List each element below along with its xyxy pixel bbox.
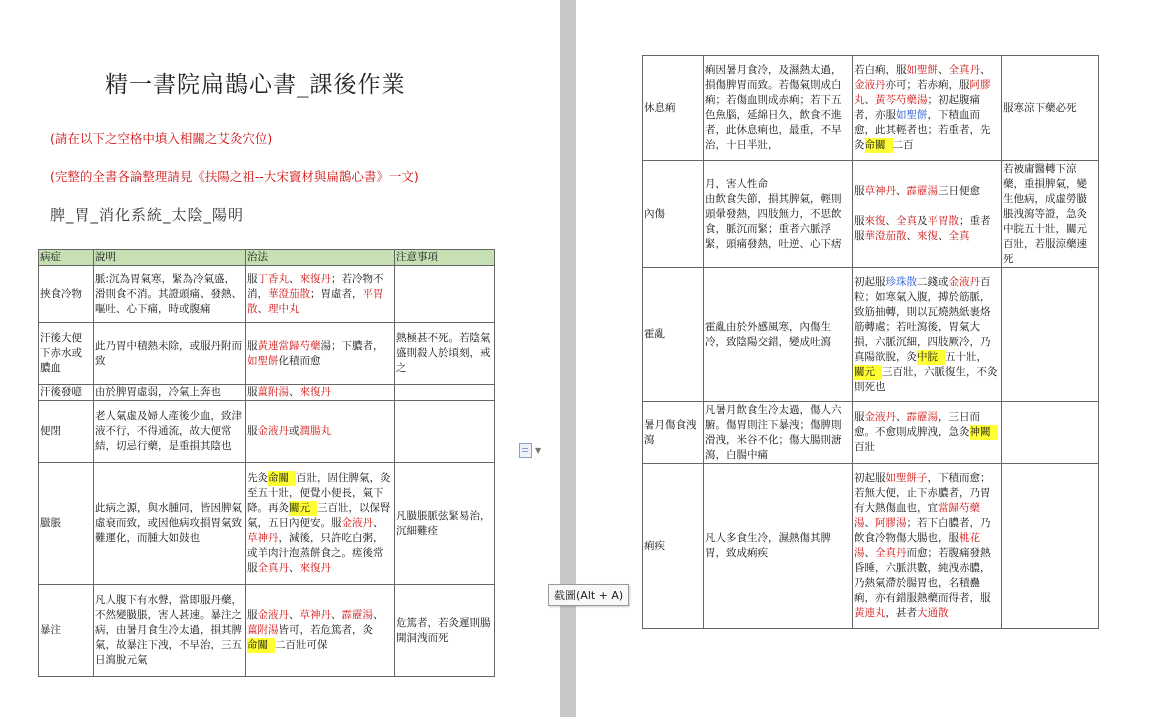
treatment-text: 三百壯，以保腎氣，五日內便安。服 (247, 502, 391, 529)
treatment-cell (853, 56, 1002, 161)
symptom-description: 月，害人性命 由飲食失節，損其脾氣，輕則頭暈發熱，四肢無力，不思飲食，脈沉而緊；重者六脈浮緊，頭痛發熱，吐逆、心下痞 (704, 161, 853, 268)
treatment-text: 、 (864, 547, 875, 559)
remedy-name: 金液丹 (257, 425, 289, 437)
treatment-cell (853, 161, 1002, 268)
remedy-name: 理中丸 (268, 302, 300, 315)
notes-cell: 服寒涼下藥必死 (1002, 56, 1099, 161)
symptom-description: 由於脾胃虛弱，冷氣上奔也 (94, 385, 246, 401)
table-row (39, 266, 495, 323)
symptom-name: 汗後發噫 (39, 385, 94, 401)
remedy-name: 金液丹 (948, 275, 980, 288)
symptom-description: 凡人多食生冷，濕熱傷其脾胃，致成痢疾 (704, 464, 853, 629)
document-icon[interactable] (519, 443, 532, 458)
remedy-name: 草神丹 (247, 532, 279, 544)
remedy-name: 大通散 (917, 607, 949, 619)
treatment-text: ，三日而愈。不愈則成脾洩，急灸 (854, 411, 980, 438)
acupoint-blank[interactable]: 關元 (854, 365, 882, 380)
remedy-name: 來復 (917, 230, 938, 242)
treatment-cell (246, 401, 395, 463)
treatment-text: 百壯 (854, 441, 875, 453)
treatment-text: 、 (896, 411, 907, 423)
remedy-name: 如聖餅 (247, 354, 279, 367)
remedy-name: 全真 (948, 230, 970, 242)
treatment-text: 服 (247, 339, 258, 352)
treatment-cell (246, 463, 395, 585)
notes-cell (1002, 464, 1099, 629)
treatment-text: 二錢或 (917, 275, 949, 288)
instruction-note: (請在以下之空格中填入相關之艾灸穴位) (50, 131, 273, 146)
table-row (643, 268, 1099, 402)
section-heading: 脾_胃_消化系統_太陰_陽明 (50, 206, 245, 224)
treatment-text: 二百壯可保 (275, 639, 328, 651)
treatment-text: 百壯，固住脾氣，灸至五十壯，便覺小便長，氣下降。再灸 (247, 472, 391, 514)
notes-cell: 若被庸醫轉下涼藥，重損脾氣，變生他病，成虛勞臌脹洩瀉等證，急灸中脘五十壯，關元百壯，若服涼藥速死 (1002, 161, 1099, 268)
table-row (643, 402, 1099, 464)
treatment-text: 先灸 (247, 472, 268, 484)
notes-cell: 危篤者，若灸遲則腸開洞洩而死 (395, 585, 495, 677)
remedy-name: 丁香丸 (257, 272, 289, 285)
notes-cell (395, 401, 495, 463)
table-row (39, 385, 495, 401)
treatment-text: 、 (896, 185, 907, 197)
treatment-cell (246, 266, 395, 323)
remedy-name: 黃連丸 (854, 607, 886, 619)
remedy-name: 珍珠散 (885, 275, 917, 288)
symptom-description: 此病之源，與水腫同，皆因脾氣虛衰而致，或因他病攻損胃氣致難運化，而腫大如鼓也 (94, 463, 246, 585)
treatment-text: 服 (247, 425, 258, 437)
notes-cell: 熱極甚不死。若陰氣盛則殺人於頃刻，戒之 (395, 323, 495, 385)
treatment-text: ；初起腹痛者，亦服 (854, 94, 980, 121)
treatment-text: ，減後，只許吃白粥，或羊肉汁泡蒸餅食之。瘥後常服 (247, 532, 384, 574)
treatment-cell (246, 323, 395, 385)
treatment-text: 初起服 (854, 472, 886, 484)
table-row (39, 401, 495, 463)
treatment-text: 、 (373, 609, 384, 621)
symptom-description: 此乃胃中積熱未除，或服丹附而致 (94, 323, 246, 385)
symptom-name: 便閉 (39, 401, 94, 463)
treatment-cell (246, 585, 395, 677)
table-row (643, 161, 1099, 268)
acupoint-blank[interactable]: 中脘 (917, 350, 945, 365)
treatment-text: 初起服 (854, 275, 886, 288)
treatment-text: 、 (885, 215, 896, 227)
remedy-name: 如聖餅子 (885, 472, 928, 484)
remedy-name: 全真 (896, 215, 917, 227)
treatment-text: 及 (917, 215, 928, 227)
treatment-text: 、 (289, 609, 300, 621)
remedy-name: 平胃散 (247, 287, 384, 315)
remedy-name: 黃連當歸芍藥 (257, 339, 321, 352)
treatment-text: 、 (938, 64, 949, 76)
header-treatment: 治法 (246, 250, 395, 266)
treatment-text: 或 (289, 425, 300, 437)
treatment-text: 服 (854, 411, 865, 423)
symptom-description: 凡人腹下有水聲，當即服丹藥，不然變臌脹，害人甚速。暴注之病，由暑月食生冷太過，損其脾氣，故暴注下洩，不早治，三五日瀉脫元氣 (94, 585, 246, 677)
treatment-text: ；若冷物不消， (247, 272, 384, 300)
remedy-name: 全真丹 (257, 562, 289, 574)
screenshot-tooltip: 截圖(Alt + A) (548, 584, 629, 606)
symptom-name: 霍亂 (643, 268, 704, 402)
treatment-text: 湯；下膿者， (320, 339, 384, 352)
notes-cell (395, 385, 495, 401)
document-page-left (0, 0, 560, 717)
treatment-text: 、 (289, 562, 300, 574)
acupoint-blank[interactable]: 命關 (268, 471, 296, 486)
treatment-text: 、 (373, 517, 384, 529)
remedy-name: 草神丹 (299, 609, 331, 621)
remedy-name: 華澄茄散 (864, 230, 907, 242)
acupoint-blank[interactable]: 命關 (865, 138, 893, 153)
notes-cell (395, 266, 495, 323)
remedy-name: 薑附湯 (247, 624, 279, 636)
treatment-cell (853, 402, 1002, 464)
header-description: 說明 (94, 250, 246, 266)
remedy-name: 金液丹 (854, 79, 886, 91)
treatment-text: 、 (980, 64, 991, 76)
treatment-text: ，下積血而愈，此其輕者也；若重者，先灸 (854, 109, 991, 151)
remedy-name: 來復丹 (299, 272, 331, 285)
treatment-text: 三百壯，六脈復生，不灸則死也 (854, 365, 998, 393)
remedy-name: 霹靂湯 (906, 185, 938, 197)
table-row (643, 56, 1099, 161)
document-title: 精一書院扁鵲心書_課後作業 (105, 72, 406, 98)
treatment-text: 亦可；若赤痢，服 (885, 79, 970, 91)
remedy-name: 金液丹 (257, 609, 289, 621)
treatment-text: 、 (906, 230, 917, 242)
reference-note: (完整的全書各論整理請見《扶陽之祖--大宋竇材與扁鵲心書》一文) (50, 169, 419, 184)
treatment-text: ；胃虛者， (310, 287, 363, 300)
symptom-description: 痢因暑月食冷，及濕熱太過，損傷脾胃而致。若傷氣則成白痢；若傷血則成赤痢；若下五色魚腦，延綿日久，飲食不進者，此休息痢也，最重，不早治，十日半壯， (704, 56, 853, 161)
symptom-name: 暑月傷食洩瀉 (643, 402, 704, 464)
treatment-text: 五十壯， (945, 350, 987, 363)
treatment-text: 服 (854, 215, 865, 227)
treatment-text: 化積而愈 (278, 354, 321, 367)
acupoint-blank[interactable]: 神闕 (970, 425, 998, 440)
remedy-name: 華澄茄散 (268, 287, 310, 300)
remedy-name: 潤腸丸 (299, 425, 331, 437)
treatment-text: 、 (289, 272, 300, 285)
treatment-cell (246, 385, 395, 401)
treatment-text: 服 (247, 386, 258, 398)
symptom-table-left (38, 249, 495, 677)
symptom-name: 汗後大便下赤水或膿血 (39, 323, 94, 385)
notes-cell (1002, 402, 1099, 464)
symptom-name: 臌脹 (39, 463, 94, 585)
remedy-name: 金液丹 (864, 411, 896, 423)
remedy-name: 全真丹 (875, 547, 907, 559)
treatment-text: ，下積而愈；若無大便，止下赤膿者，乃胃有大熱傷血也，宜 (854, 472, 991, 514)
treatment-cell (853, 268, 1002, 402)
symptom-description: 脈:沉為胃氣寒，緊為冷氣盛，滑則食不消。其證頭痛、發熱、嘔吐、心下痛，時或腹痛 (94, 266, 246, 323)
remedy-name: 全真丹 (948, 64, 980, 76)
remedy-name: 如聖餅 (896, 109, 928, 121)
page-gap (560, 0, 576, 717)
chevron-down-icon[interactable]: ▼ (535, 446, 542, 455)
treatment-text: 、 (331, 609, 342, 621)
remedy-name: 黃芩芍藥湯 (875, 94, 928, 106)
symptom-name: 挾食冷物 (39, 266, 94, 323)
symptom-name: 暴注 (39, 585, 94, 677)
treatment-cell (853, 464, 1002, 629)
treatment-text: 百粒；如寒氣入腹，搏於筋脈，致筋抽轉，則以瓦燒熱紙裹烙筋轉處；若吐瀉後，胃氣大損，六脈沉細，四肢厥冷，乃真陽欲脫，灸 (854, 275, 991, 363)
treatment-text: 、 (289, 386, 300, 398)
table-row (643, 464, 1099, 629)
remedy-name: 如聖餅 (906, 64, 938, 76)
treatment-text: 、 (257, 302, 268, 315)
treatment-text: 服 (247, 609, 258, 621)
remedy-name: 來復丹 (299, 386, 331, 398)
header-symptom: 病症 (39, 250, 94, 266)
treatment-text: 、 (864, 517, 875, 529)
treatment-text: 三日便愈 (938, 185, 980, 197)
remedy-name: 阿膠丸 (854, 79, 991, 106)
acupoint-blank[interactable]: 關元 (289, 501, 317, 516)
remedy-name: 桃花湯 (854, 532, 980, 559)
symptom-name: 痢疾 (643, 464, 704, 629)
remedy-name: 當歸芍藥湯 (854, 502, 980, 529)
treatment-text: ，甚者 (885, 607, 917, 619)
treatment-text: 服 (247, 272, 258, 285)
treatment-text: ；重者服 (854, 215, 991, 242)
symptom-description: 霍亂由於外感風寒，內傷生冷，致陰陽交錯，變成吐瀉 (704, 268, 853, 402)
remedy-name: 霹靂湯 (341, 609, 373, 621)
remedy-name: 來復 (864, 215, 886, 227)
treatment-text: 皆可，若危篤者，灸 (278, 624, 373, 636)
treatment-text: 服 (854, 185, 865, 197)
treatment-text: 若白痢，服 (854, 64, 907, 76)
remedy-name: 平胃散 (927, 215, 959, 227)
notes-cell: 凡臌脹脈弦緊易治，沉細難痊 (395, 463, 495, 585)
remedy-name: 金液丹 (341, 517, 373, 529)
table-row (39, 585, 495, 677)
symptom-description: 凡暑月飲食生冷太過，傷人六腑。傷胃則注下暴洩；傷脾則滑洩，米谷不化；傷大腸則溏瀉，白腸中痛 (704, 402, 853, 464)
symptom-name: 內傷 (643, 161, 704, 268)
remedy-name: 阿膠湯 (875, 517, 907, 529)
symptom-description: 老人氣虛及婦人產後少血，致津液不行，不得通流，故大便常結，切忌行藥，是重損其陰也 (94, 401, 246, 463)
remedy-name: 霹靂湯 (906, 411, 938, 423)
treatment-text: 、 (938, 230, 949, 242)
treatment-text: 、 (864, 94, 875, 106)
remedy-name: 薑附湯 (257, 386, 289, 398)
notes-cell (1002, 268, 1099, 402)
acupoint-blank[interactable]: 命關 (247, 638, 275, 653)
remedy-name: 草神丹 (864, 185, 896, 197)
remedy-name: 來復丹 (299, 562, 331, 574)
symptom-name: 休息痢 (643, 56, 704, 161)
symptom-table-right (642, 55, 1099, 629)
treatment-text: 二百 (892, 139, 914, 151)
treatment-text: ；若下白膿者，乃飲食冷物傷大腸也，服 (854, 517, 991, 544)
table-row (39, 323, 495, 385)
header-notes: 注意事項 (395, 250, 495, 266)
treatment-text: 而愈；若腹痛發熱昏睡，六脈洪數，純洩赤膿，乃熱氣滯於腸胃也，名積蠱痢，亦有錯服熱藥而得者，服 (854, 547, 991, 604)
table-row (39, 463, 495, 585)
